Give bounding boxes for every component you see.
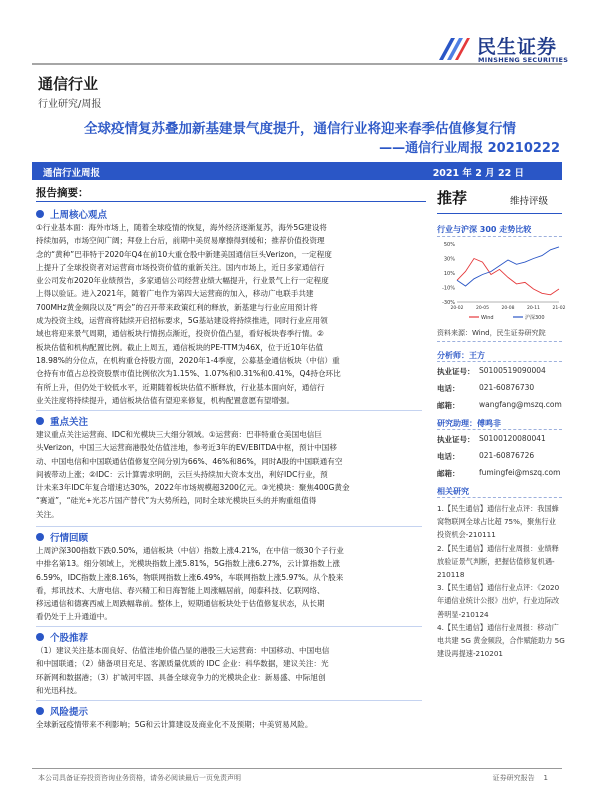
text-line: 关注。: [36, 509, 59, 519]
core-views-paragraph: [36, 221, 422, 407]
rating-label: 推荐: [437, 189, 468, 207]
contact-key: 电话：: [437, 384, 460, 393]
section-stock-picks: [36, 630, 88, 644]
section-risk: [36, 704, 88, 718]
chart-title: 行业与沪深 300 走势比较: [437, 225, 532, 234]
contact-row: [437, 366, 562, 377]
y-tick-label: -30%: [442, 300, 455, 306]
logo-cn-text: 民生证券: [477, 36, 558, 58]
rating-box: [437, 187, 562, 213]
section-title: 风险提示: [50, 707, 89, 718]
logo-mark-icon: [437, 34, 471, 62]
logo-en-text: MINSHENG SECURITIES: [478, 56, 569, 64]
focus-paragraph: [36, 428, 422, 521]
related-line: 210118: [437, 570, 465, 580]
text-line: 18.98%的分位点，在机构重仓持股方面，2020年1-4季度，公募基金通信板块（中信）重: [36, 355, 340, 365]
text-line: 700MHz黄金频段以及“两会”的召开带来政策红利的释放，新基建与行业应用预计将: [36, 302, 318, 312]
title-bar: [32, 162, 562, 180]
chart-source: 资料来源：Wind，民生证券研究院: [437, 329, 546, 337]
legend-label: 沪深300: [525, 315, 545, 321]
text-line: 中排名第13。细分领域上，光模块指数上涨5.81%，5G指数上涨6.27%，云计算指数上涨: [36, 559, 341, 569]
section-divider: [36, 526, 422, 527]
section-divider: [36, 700, 422, 701]
section-focus: [36, 414, 88, 428]
text-line: ①行业基本面：海外市场上，随着全球疫情的恢复，海外经济逐渐复苏，海外5G建设将: [36, 223, 327, 232]
text-line: 环新网和数据港；（3）扩城河牢固、具备全球竞争力的光模块企业：新易盛、中际旭创: [36, 672, 326, 682]
contact-row: [437, 468, 562, 479]
report-subtitle: ——通信行业周报 20210222: [379, 141, 560, 156]
related-line: 建设再提速-210201: [437, 649, 503, 659]
related-line: 电共建 5G 黄金频段，合作赋能助力 5G: [437, 636, 565, 646]
text-line: “赛道”，“硅光+光芯片国产替代”为大势所趋，同时全球光模块巨头的并购重组值得: [36, 496, 317, 506]
x-tick-label: 20-11: [526, 306, 541, 311]
related-line: 2.【民生通信】通信行业周报：业绩释: [437, 543, 559, 553]
section-bullet-icon: [36, 633, 44, 641]
text-line: 和中国联通；（2）储备项目充足、客源质量优质的 IDC 企业：科华数据，建议关注：光: [36, 659, 329, 669]
related-line: 4.【民生通信】通信行业周报：移动广: [437, 622, 559, 632]
section-title: 行情回顾: [50, 533, 89, 544]
contact-value: S0100519090004: [479, 366, 546, 375]
text-line: 持续加码，市场空间广阔；拜登上台后，前期中美贸易摩擦得到缓和；推荐价值投资理: [36, 236, 325, 246]
y-tick-label: 10%: [443, 271, 455, 277]
assistant-divider: [437, 429, 562, 430]
contact-row: [437, 400, 562, 411]
series-line-1: [457, 247, 559, 286]
trend-chart: [437, 240, 566, 322]
report-title: 全球疫情复苏叠加新基建景气度提升，通信行业将迎来春季估值修复行情: [84, 121, 516, 137]
contact-value: S0100120080041: [479, 434, 546, 443]
text-line: 仓持有市值占总投资股票市值比例依次为1.15%、1.07%和0.31%和0.41%，Q4持仓环比: [36, 369, 341, 379]
text-line: 6.59%，IDC指数上涨8.16%，物联网指数上涨6.49%，车联网指数上涨5.97%。从个股来: [36, 572, 344, 582]
risk-paragraph: [36, 718, 422, 731]
section-bullet-icon: [36, 707, 44, 715]
text-line: 间被带动上涨；②IDC：云计算需求明朗，云巨头持续加大资本支出，利好IDC行业，预: [36, 469, 328, 479]
analyst-divider: [437, 361, 562, 362]
source-divider: [437, 341, 562, 342]
related-line: 善明显-210124: [437, 609, 489, 619]
section-title: 上周核心观点: [50, 210, 108, 221]
contact-value: fumingfei@mszq.com: [479, 468, 561, 477]
footer-divider: [32, 768, 562, 769]
text-line: （1）建议关注基本面良好、估值洼地价值凸显的港股三大运营商：中国移动、中国电信: [36, 646, 330, 655]
rating-divider: [437, 213, 562, 214]
text-line: 有所上升，但仍处于较低水平，近期随着板块估值不断释放，行业基本面向好，通信行: [36, 382, 325, 392]
rating-note: 维持评级: [510, 196, 549, 207]
text-line: 域也将迎来景气周期，通信板块行情拐点渐近，投资价值凸显，看好板块春季行情。②: [36, 329, 324, 339]
text-line: 移远通信和德赛西威上周跌幅靠前。整体上，短期通信板块处于估值修复状态，从长期: [36, 599, 325, 609]
related-line: 1.【民生通信】通信行业点评：我国蜂: [437, 504, 559, 513]
text-line: 动、中国电信和中国联通估值修复空间分别为66%、46%和86%，同时A股的中国联通有空: [36, 456, 343, 466]
analyst-title: 分析师：王方: [437, 351, 485, 360]
industry-name: 通信行业: [38, 75, 99, 93]
text-line: 念的“黄种”巴菲特于2020年Q4在前10大重仓股中新建美国通信巨头Verizon，一定程度: [36, 249, 332, 259]
section-bullet-icon: [36, 210, 44, 218]
contact-row: [437, 434, 562, 445]
section-bullet-icon: [36, 533, 44, 541]
footer-page: 证券研究报告 1: [492, 774, 548, 782]
contact-key: 电话：: [437, 452, 460, 461]
contact-value: 021-60876730: [479, 383, 535, 392]
company-logo: [437, 32, 587, 66]
section-bullet-icon: [36, 417, 44, 425]
text-line: 看仍处于上升通道中。: [36, 612, 112, 622]
text-line: 板块估值和机构配置比例。截止上周五，通信板块的PE-TTM为46X，位于近10年估值: [36, 342, 324, 352]
text-line: 业公司发布2020年业绩预告，多家通信公司经营业绩大幅提升，行业景气上行一定程度: [36, 276, 329, 286]
legend-label: Wind: [481, 315, 494, 321]
related-line: 放验证景气判断，把握估值修复机遇-: [437, 556, 555, 566]
section-title: 个股推荐: [50, 633, 89, 644]
bar-date: 2021 年 2 月 22 日: [432, 168, 524, 179]
assistant-title: 研究助理：傅鸣非: [437, 419, 501, 428]
text-line: 成为投资主线，运营商将陆续开启招标要求，5G基站建设将持续推进，同时行业应用领: [36, 316, 328, 326]
footer-disclaimer: 本公司具备证券投资咨询业务资格，请务必阅读最后一页免责声明: [38, 774, 241, 782]
abstract-divider: [36, 201, 426, 202]
abstract-heading: 报告摘要：: [36, 187, 89, 199]
contact-key: 邮箱：: [437, 401, 460, 410]
text-line: 上周沪深300指数下跌0.50%，通信板块（中信）指数上涨4.21%，在中信一级30个子行业: [36, 546, 344, 555]
contact-key: 执业证号：: [437, 435, 475, 444]
text-line: 头Verizon，中国三大运营商港股处估值洼地，参考近3年的EV/EBITDA中枢，预计中国移: [36, 443, 337, 453]
related-line: 投资机会-210111: [437, 530, 496, 540]
text-line: 看，邦讯技术、大唐电信、春兴精工和日海智能上周涨幅居前，闻泰科技、亿联网络、: [36, 585, 325, 595]
related-research-list: [437, 502, 565, 660]
text-line: 和光迅科技。: [36, 685, 82, 695]
contact-row: [437, 451, 562, 462]
y-tick-label: 30%: [443, 256, 455, 263]
section-market-review: [36, 530, 88, 544]
chart-top-divider: [437, 236, 562, 237]
section-divider: [36, 626, 422, 627]
section-title: 重点关注: [50, 417, 89, 428]
contact-key: 邮箱：: [437, 469, 460, 478]
section-divider: [36, 410, 422, 411]
section-core-views: [36, 207, 107, 221]
text-line: 上得以验证。进入2021年，随着广电作为第四大运营商的加入，移动广电联手共建: [36, 289, 314, 299]
stock-picks-paragraph: [36, 644, 422, 697]
x-tick-label: 20-08: [501, 306, 515, 311]
related-title: 相关研究: [437, 487, 469, 496]
y-tick-label: -10%: [442, 285, 455, 292]
text-line: 计未来3年IDC年复合增速达30%，2022年市场规模超3200亿元。③光模块：聚焦400G黄金: [36, 483, 350, 493]
text-line: 上提升了全球投资者对运营商市场投资价值的重新关注。国内市场上，近日多家通信行: [36, 262, 325, 272]
related-line: 年通信业统计公报》出炉，行业边际改: [437, 596, 560, 606]
report-type: 行业研究/周报: [38, 99, 102, 110]
text-line: 业关注度将持续提升，通信板块估值有望迎来修复，机构配置意愿有望增强。: [36, 395, 295, 405]
bar-report-name: 通信行业周报: [43, 168, 101, 179]
x-tick-label: 20-05: [475, 306, 490, 311]
series-line-0: [457, 259, 559, 295]
text-line: 建议重点关注运营商、IDC和光模块三大细分领域。①运营商：巴菲特重仓美国电信巨: [36, 430, 322, 439]
contact-row: [437, 383, 562, 394]
related-divider: [437, 497, 562, 498]
y-tick-label: 50%: [443, 242, 455, 248]
text-line: 全球新冠疫情带来不利影响；5G和云计算建设及商业化不及预期；中美贸易风险。: [36, 720, 313, 729]
market-review-paragraph: [36, 544, 422, 624]
related-line: 3.【民生通信】通信行业点评：《2020: [437, 583, 560, 593]
x-tick-label: 20-02: [450, 306, 464, 311]
contact-value: wangfang@mszq.com: [479, 400, 562, 409]
contact-value: 021-60876726: [479, 451, 535, 460]
related-line: 窝物联网全球占比超 75%，聚焦行业: [437, 517, 556, 527]
x-tick-label: 21-02: [552, 306, 566, 311]
contact-key: 执业证号：: [437, 367, 475, 376]
